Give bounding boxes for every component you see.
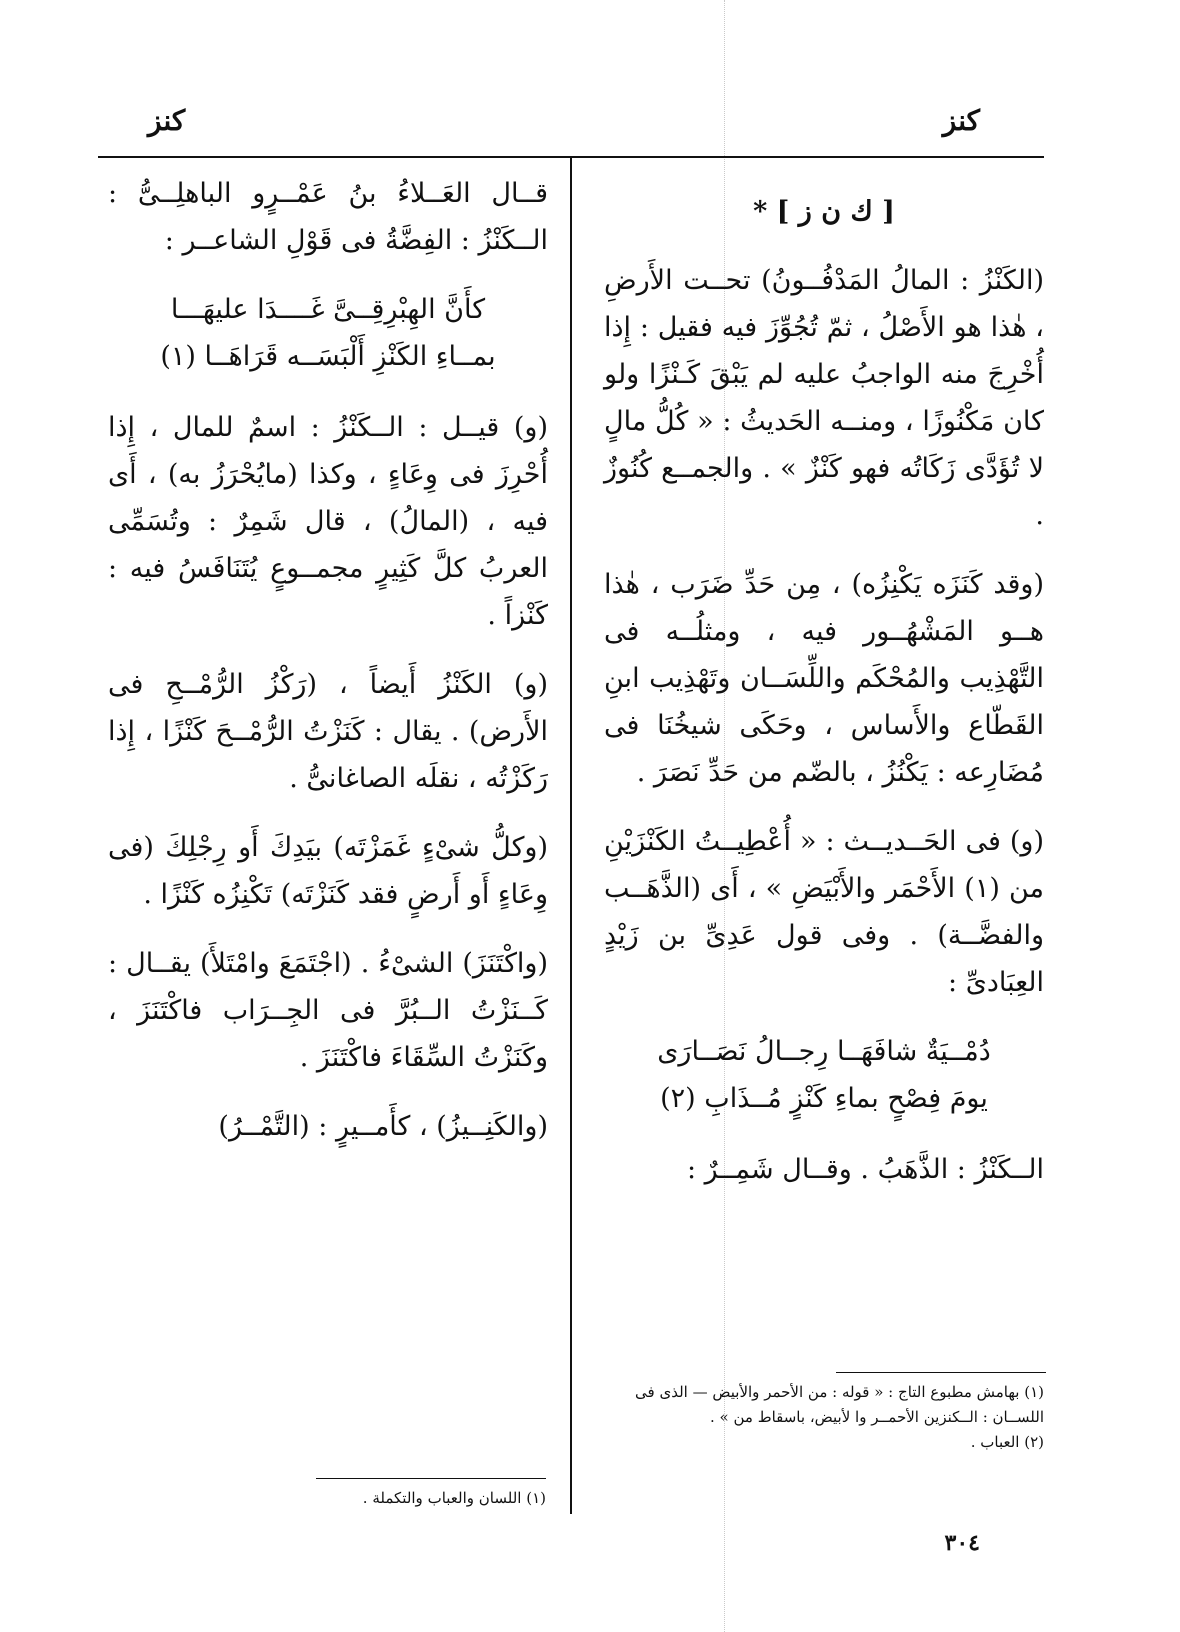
verse-line: بمــاءِ الكَنْزِ أَلْبَسَــه قَرَاهَــا (١) — [160, 341, 496, 372]
running-head-left: كنز — [148, 104, 186, 137]
left-column — [108, 170, 548, 1172]
running-head-right: كنز — [942, 104, 980, 137]
paragraph: (الكَنْزُ : المالُ المَدْفُــونُ) تحــت الأَرضِ ، هٰذا هو الأَصْلُ ، ثمّ تُجُوِّزَ فيه فقيل : إِذا أُخْرِجَ منه الواجبُ عليه لم يَبْقَ كَـنْزًا ولو كان مَكْنُوزًا ، ومنــه الحَديثُ : « كُلُّ مالٍ لا تُؤَدَّى زَكَاتُه فهو كَنْزٌ » . والجمــع كُنُوزٌ . — [604, 265, 1044, 531]
paragraph: الــكَنْزُ : الذَّهَبُ . وقــال شَمِــرٌ : — [687, 1154, 1044, 1185]
paragraph: (و) قيــل : الــكَنْزُ : اسمٌ للمال ، إِذا أُحْرِزَ فى وِعَاءٍ ، وكذا (مايُحْرَزُ به) ، أَى فيه ، (المالُ) ، قال شَمِرٌ : وتُسَمِّى العربُ كلَّ كَثِيرٍ مجمــوعٍ يُتَنَافَسُ فيه : كَنْزاً . — [108, 412, 548, 631]
footnote: (٢) العباب . — [970, 1433, 1044, 1451]
page-number: ٣٠٤ — [944, 1530, 980, 1556]
footnotes-left — [200, 1486, 546, 1511]
right-column — [604, 170, 1044, 1215]
paragraph: (وكلُّ شىْءٍ غَمَزْتَه) بيَدِكَ أَو رِجْلِكَ (فى وِعَاءٍ أَو أَرضٍ فقد كَنَزْتَه) تَكْنِزُه كَنْزًا . — [108, 832, 548, 910]
footnote: (١) اللسان والعباب والتكملة . — [362, 1489, 546, 1507]
footnotes-right — [604, 1380, 1044, 1455]
column-divider — [570, 158, 572, 1514]
paragraph: (وقد كَنَزَه يَكْنِزُه) ، مِن حَدِّ ضَرَب ، هٰذا هــو المَشْهُــور فيه ، ومثلُــه فى التَّهْذِيب والمُحْكَم واللِّسَــان وتَهْذِيب ابنِ القَطّاع والأَساس ، وحَكَى شيخُنَا فى مُضَارِعه : يَكْنُزُ ، بالضّم من حَدِّ نَصَرَ . — [604, 569, 1044, 788]
verse-line: دُمْــيَةٌ شافَهَــا رِجــالُ نَصَــارَى — [657, 1036, 991, 1067]
footnote-rule-left — [316, 1478, 546, 1479]
verse-line: كأَنَّ الهِبْرِقِــىَّ غَــــدَا عليهَـــا — [170, 294, 486, 325]
verse-line: يومَ فِصْحٍ بماءِ كَنْزٍ مُــذَابِ (٢) — [660, 1083, 988, 1114]
paragraph: قــال العَــلاءُ بنُ عَمْــرٍو الباهلِــىُّ : الــكَنْزُ : الفِضَّةُ فى قَوْلِ الشاعــر : — [108, 178, 548, 256]
paragraph: (والكَنِــيزُ) ، كأَمــيرٍ : (التَّمْــرُ) — [218, 1111, 548, 1142]
footnote-rule-right — [836, 1372, 1046, 1373]
entry-head: [ ك ن ز ] * — [753, 196, 895, 227]
paragraph: (واكْتَنَزَ) الشىْءُ . (اجْتَمَعَ وامْتَلأَ) يقــال : كَــنَزْتُ الــبُرَّ فى الجِــرَاب فاكْتَنَزَ ، وكَنَزْتُ السِّقَاءَ فاكْتَنَزَ . — [108, 948, 548, 1073]
paragraph: (و) فى الحَــديــث : « أُعْطِيــتُ الكَنْزَيْنِ من (١) الأَحْمَر والأَبْيَضِ » ، أَى (الذَّهَــب والفضَّــة) . وفى قول عَدِىِّ بن زَيْدٍ العِبَادىِّ : — [604, 826, 1044, 998]
paragraph: (و) الكَنْزُ أَيضاً ، (رَكْزُ الرُّمْــحِ فى الأَرض) . يقال : كَنَزْتُ الرُّمْــحَ كَنْزًا ، إِذا رَكَزْتُه ، نقلَه الصاغانىُّ . — [108, 669, 548, 794]
footnote: (١) بهامش مطبوع التاج : « قوله : من الأحمر والأبيض — الذى فى اللســان : الــكنزين الأحمــر وا لأبيض، باسقاط من » . — [635, 1383, 1044, 1426]
